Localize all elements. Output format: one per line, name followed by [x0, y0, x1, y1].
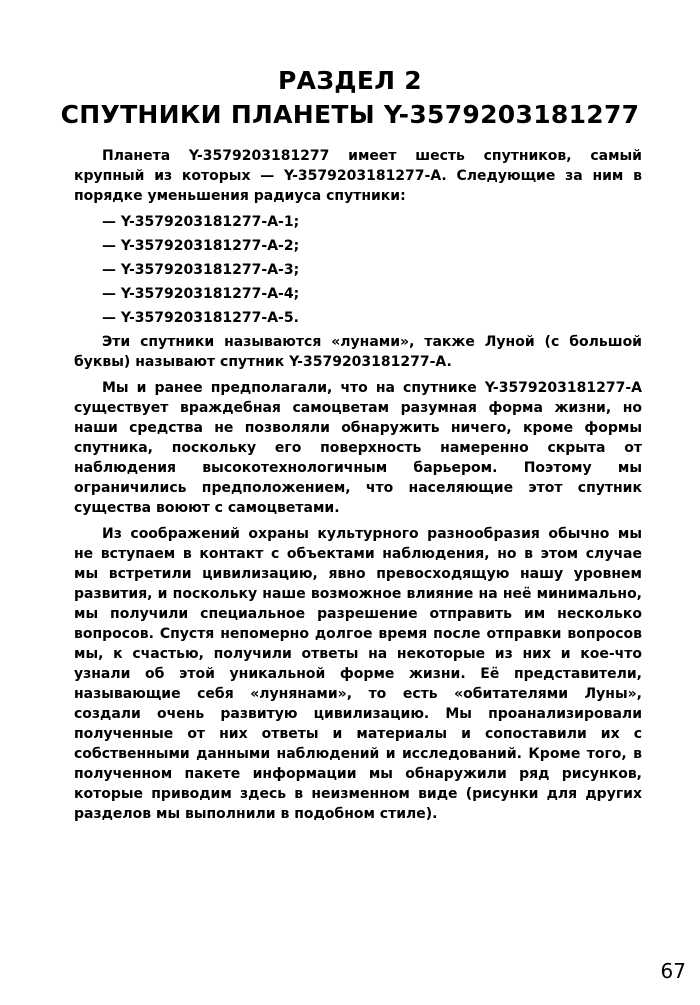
list-item: — Y-3579203181277-A-4; [102, 286, 300, 302]
section-body [74, 146, 642, 830]
list-item: — Y-3579203181277-A-5. [102, 310, 299, 326]
list-item: — Y-3579203181277-A-3; [102, 262, 300, 278]
intro-paragraph: Планета Y-3579203181277 имеет шесть спутников, самый крупный из которых — Y-3579203181277-A. Следующие за ним в порядке уменьшения радиуса спутники: [74, 148, 642, 204]
list-item: — Y-3579203181277-A-2; [102, 238, 300, 254]
section-title: СПУТНИКИ ПЛАНЕТЫ Y-3579203181277 [60, 100, 640, 129]
section-number: РАЗДЕЛ 2 [277, 66, 423, 95]
satellite-list [74, 212, 642, 328]
moons-naming-paragraph: Эти спутники называются «лунами», также Луной (с большой буквы) называют спутник Y-3579203181277-A. [74, 334, 642, 370]
section-heading [0, 64, 700, 132]
hostile-lifeform-paragraph: Мы и ранее предполагали, что на спутнике Y-3579203181277-A существует враждебная самоцветам разумная форма жизни, но наши средства не позволяли обнаружить ничего, кроме формы спутника, поскольку его поверхность намеренно скрыта от наблюдения высокотехнологичным барьером. Поэтому мы ограничились предположением, что населяющие этот спутник существа воюют с самоцветами. [74, 380, 642, 516]
page-number: 67 [660, 959, 686, 983]
contact-paragraph: Из соображений охраны культурного разнообразия обычно мы не вступаем в контакт с объектами наблюдения, но в этом случае мы встретили цивилизацию, явно превосходящую нашу уровнем развития, и поскольку наше возможное влияние на неё минимально, мы получили специальное разрешение отправить им несколько вопросов. Спустя непомерно долгое время после отправки вопросов мы, к счастью, получили ответы на некоторые из них и кое-что узнали об этой уникальной форме жизни. Её представители, называющие себя «лунянами», то есть «обитателями Луны», создали очень развитую цивилизацию. Мы проанализировали полученные от них ответы и материалы и сопоставили их с собственными данными наблюдений и исследований. Кроме того, в полученном пакете информации мы обнаружили ряд рисунков, которые приводим здесь в неизменном виде (рисунки для других разделов мы выполнили в подобном стиле). [74, 526, 642, 822]
list-item: — Y-3579203181277-A-1; [102, 214, 300, 230]
